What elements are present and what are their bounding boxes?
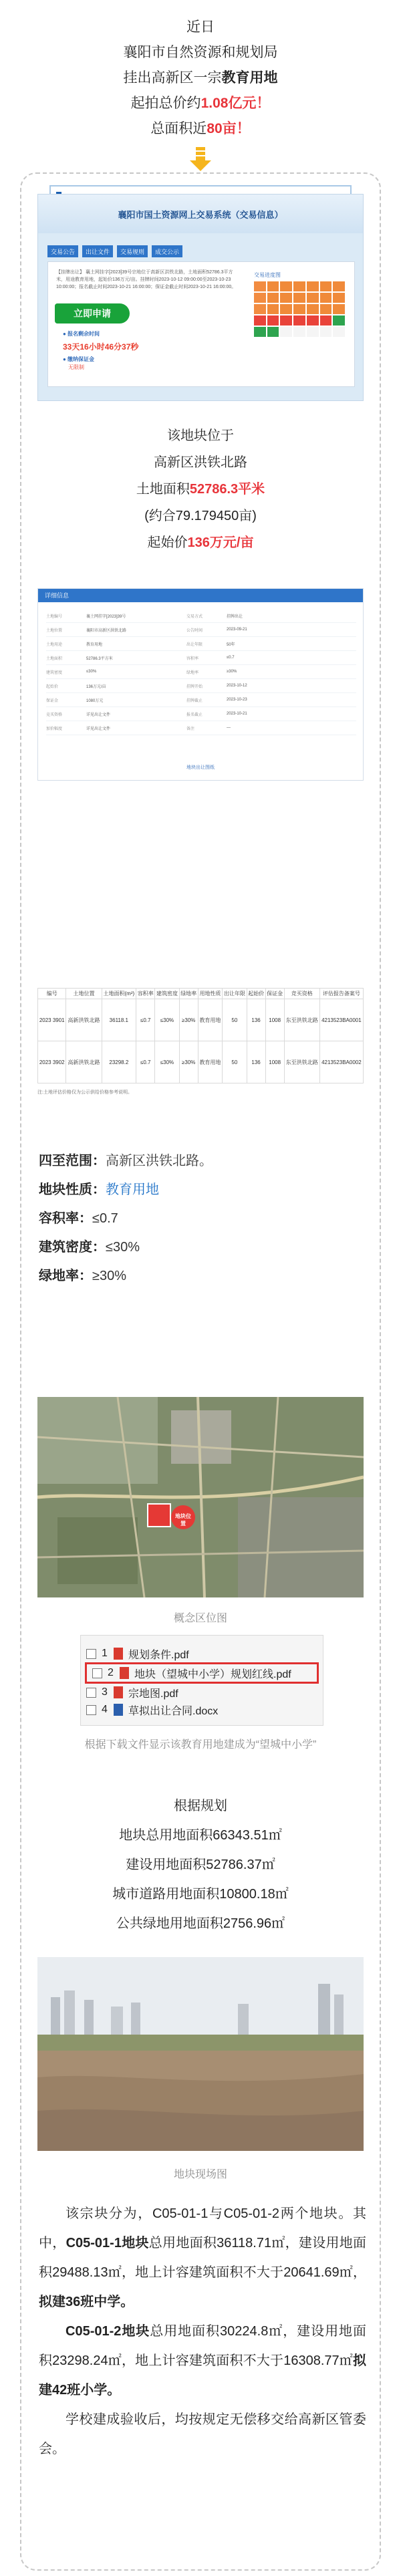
calendar-cell xyxy=(307,293,319,303)
parcel-table-cell: 1008 xyxy=(265,999,284,1041)
detail-key: 报名截止 xyxy=(186,713,203,717)
pdf-file-icon xyxy=(114,1686,123,1698)
detail-key: 加价幅度 xyxy=(46,727,63,731)
detail-key: 公告时间 xyxy=(186,628,203,633)
detail-row xyxy=(46,721,356,735)
file-name: 规划条件.pdf xyxy=(128,1649,189,1661)
calendar-cell xyxy=(267,315,279,326)
table-row xyxy=(38,999,364,1041)
detail-value: 2023-10-21 xyxy=(227,712,247,716)
calendar-cell xyxy=(280,304,292,314)
desc-area: 52786.3平米 xyxy=(189,482,265,497)
calendar-cell xyxy=(320,315,332,326)
detail-row xyxy=(46,707,356,721)
file-checkbox[interactable] xyxy=(92,1668,102,1678)
parcel-table-cell: 136 xyxy=(247,999,265,1041)
file-name: 草拟出让合同.docx xyxy=(128,1705,219,1717)
down-arrow-icon xyxy=(187,146,214,172)
parcel-table xyxy=(37,988,364,1083)
parcel-table-cell: 50 xyxy=(223,1041,247,1083)
parcel-table-heading: 土地位置 xyxy=(66,989,102,999)
calendar-cell xyxy=(293,281,305,291)
parcel-table-cell: 50 xyxy=(223,999,247,1041)
property-key: 地块性质： xyxy=(39,1182,106,1197)
parcel-table-heading: 绿地率 xyxy=(179,989,198,999)
detail-value: 详见出让文件 xyxy=(86,713,111,717)
plan-line: 公共绿地用地面积2756.96㎡ xyxy=(116,1916,285,1931)
detail-row xyxy=(46,623,356,637)
file-checkbox[interactable] xyxy=(86,1688,96,1698)
detail-key: 保证金 xyxy=(46,698,59,703)
calendar-cell xyxy=(333,281,345,291)
calendar-cell xyxy=(267,281,279,291)
file-name: 宗地图.pdf xyxy=(128,1688,178,1700)
property-value: 教育用地 xyxy=(106,1182,159,1197)
pdf-file-icon xyxy=(114,1648,123,1660)
plan-line: 城市道路用地面积10800.18㎡ xyxy=(112,1887,289,1902)
desc-text: 土地面积 xyxy=(136,482,190,497)
detail-key: 土地位置 xyxy=(46,628,63,633)
calendar-cell xyxy=(267,327,279,337)
detail-key: 土地用途 xyxy=(46,642,63,647)
detail-value: 2023-10-12 xyxy=(227,684,247,688)
parcel-table-cell: 2023 3901 xyxy=(38,999,66,1041)
calendar-title: 交易进度图 xyxy=(254,272,281,278)
calendar-cell xyxy=(320,293,332,303)
system-tab[interactable]: 交易规则 xyxy=(117,245,148,257)
detail-key: 挂牌截止 xyxy=(186,698,203,703)
calendar-grid xyxy=(254,281,345,337)
desc-text: 起始价 xyxy=(147,535,188,550)
notice-panel xyxy=(47,261,355,387)
detail-value: 52786.3平方米 xyxy=(86,656,113,661)
body-paragraph xyxy=(39,2317,366,2405)
parcel-table-heading: 土地面积(m²) xyxy=(102,989,136,999)
parcel-table-heading: 编号 xyxy=(38,989,66,999)
intro-area: 80亩！ xyxy=(207,121,251,136)
calendar-cell xyxy=(320,304,332,314)
calendar-cell xyxy=(254,315,266,326)
parcel-table-cell: 23298.2 xyxy=(102,1041,136,1083)
property-list xyxy=(39,1147,366,1291)
notice-text: 【挂牌出让】 襄土网挂字[2023]39号宗地位于高新区洪铁北路，土地面积52786.3平方米，用途教育用地，起始价136万元/亩。挂牌时间2023-10-12 09:00:00至2023-10-23 10:00:00；报名截止时间2023-10-21 16:00:00；保证金截止时间2023-10-21 16:00:00。 xyxy=(56,270,237,289)
detail-value: 50年 xyxy=(227,642,235,647)
detail-row xyxy=(46,637,356,651)
table-row xyxy=(38,1041,364,1083)
intro-line: 襄阳市自然资源和规划局 xyxy=(123,45,278,60)
plan-line: 地块总用地面积66343.51㎡ xyxy=(119,1828,282,1843)
word-file-icon xyxy=(114,1704,123,1716)
parcel-table-heading: 保证金 xyxy=(265,989,284,999)
body-paragraph: 学校建成验收后，均按规定无偿移交给高新区管委会。 xyxy=(39,2412,366,2456)
calendar-cell xyxy=(293,293,305,303)
detail-value: 教育用地 xyxy=(86,642,103,647)
parcel-table-cell: 36118.1 xyxy=(102,999,136,1041)
intro-block xyxy=(0,0,401,176)
parcel-table-cell: ≥30% xyxy=(179,1041,198,1083)
detail-key: 起始价 xyxy=(46,684,59,689)
file-list-spacer xyxy=(81,1636,323,1645)
detail-value: 2023-10-23 xyxy=(227,698,247,702)
file-number: 2 xyxy=(108,1667,114,1678)
calendar-cell xyxy=(333,304,345,314)
property-item xyxy=(39,1204,366,1233)
property-item xyxy=(39,1262,366,1291)
photo-caption: 地块现场图 xyxy=(173,2169,227,2180)
calendar-cell xyxy=(333,293,345,303)
detail-row xyxy=(46,651,356,665)
countdown-value: 33天16小时46分37秒 xyxy=(63,342,139,352)
calendar-cell xyxy=(307,327,319,337)
calendar-cell xyxy=(307,304,319,314)
body-text: 总用地面积36118.71㎡，建设用地面积29488.13㎡，地上计容建筑面积不大于20641.69㎡ xyxy=(39,2236,367,2280)
detail-value: 136万元/亩 xyxy=(86,684,106,689)
calendar-cell xyxy=(293,315,305,326)
file-number: 3 xyxy=(102,1686,108,1698)
property-item xyxy=(39,1147,366,1176)
detail-value: — xyxy=(227,726,231,730)
parcel-table-cell: 东至洪铁北路 xyxy=(284,999,319,1041)
parcel-table-heading: 起始价 xyxy=(247,989,265,999)
countdown-label: ● 报名剩余时间 xyxy=(63,331,100,337)
detail-key: 交易方式 xyxy=(186,614,203,619)
system-tabs xyxy=(47,245,182,257)
system-header: 襄阳市国土资源网上交易系统（交易信息） xyxy=(38,195,363,233)
property-value: ≤30% xyxy=(106,1240,140,1255)
detail-value: 襄土网挂字[2023]39号 xyxy=(86,614,126,619)
body-bold: C05-01-1地块 xyxy=(65,2236,149,2250)
detail-key: 容积率 xyxy=(186,656,199,661)
detail-key: 竞买资格 xyxy=(46,713,63,717)
calendar-cell xyxy=(333,327,345,337)
intro-line xyxy=(0,66,401,91)
parcel-table-cell: 4213523BA0001 xyxy=(319,999,363,1041)
detail-row xyxy=(46,665,356,679)
deposit-label: ● 缴纳保证金 xyxy=(63,356,95,362)
desc-line: (约合79.179450亩) xyxy=(144,509,257,523)
file-list-item[interactable] xyxy=(81,1701,323,1718)
parcel-table-heading: 容积率 xyxy=(136,989,155,999)
intro-line xyxy=(0,116,401,142)
calendar-cell xyxy=(254,304,266,314)
site-photo xyxy=(37,1957,364,2151)
detail-key: 建筑密度 xyxy=(46,670,63,675)
property-key: 四至范围： xyxy=(39,1154,106,1168)
parcel-table-cell: 高新洪铁北路 xyxy=(66,999,102,1041)
property-value: ≤0.7 xyxy=(92,1211,118,1226)
property-key: 容积率： xyxy=(39,1211,92,1226)
schedule-calendar xyxy=(254,271,345,337)
parcel-table-screenshot xyxy=(37,988,364,1135)
land-description xyxy=(20,422,381,556)
detail-value: ≥30% xyxy=(227,670,237,674)
body-bold: C05-01-2地块 xyxy=(65,2324,150,2339)
plan-line: 建设用地面积52786.37㎡ xyxy=(126,1857,275,1872)
parcel-table-cell: 高新洪铁北路 xyxy=(66,1041,102,1083)
detail-more-link[interactable]: 地块出让图纸 xyxy=(186,765,215,770)
file-list-item[interactable] xyxy=(81,1684,323,1701)
parcel-table-cell: 1008 xyxy=(265,1041,284,1083)
body-text: 该宗块分为，C05-01-1与C05-01-2两个地块。其中， xyxy=(39,2206,366,2250)
parcel-table-cell: ≥30% xyxy=(179,999,198,1041)
detail-value: 1080万元 xyxy=(86,698,104,703)
parcel-table-cell: ≤30% xyxy=(155,1041,179,1083)
property-key: 建筑密度： xyxy=(39,1240,106,1255)
calendar-cell xyxy=(333,315,345,326)
parcel-table-heading: 评估报告备案号 xyxy=(319,989,363,999)
calendar-cell xyxy=(280,327,292,337)
file-list-item[interactable] xyxy=(85,1662,319,1684)
trading-system-screenshot xyxy=(37,194,364,401)
parcel-table-heading: 出让年限 xyxy=(223,989,247,999)
calendar-cell xyxy=(254,327,266,337)
files-caption: 根据下载文件显示该教育用地建成为“望城中小学” xyxy=(84,1739,317,1751)
desc-line: 高新区洪铁北路 xyxy=(154,455,247,470)
file-number: 4 xyxy=(102,1704,108,1715)
calendar-cell xyxy=(320,327,332,337)
detail-value: ≤30% xyxy=(86,670,97,674)
calendar-cell xyxy=(307,315,319,326)
parcel-table-cell: 教育用地 xyxy=(198,1041,222,1083)
body-paragraph: 该宗块分为，C05-01-1与C05-01-2两个地块。其中，C05-01-1地块总用地面积36118.71㎡，建设用地面积29488.13㎡，地上计容建筑面积不大于20641.69㎡，拟建36班中学。 xyxy=(39,2206,367,2309)
site-photo-image xyxy=(37,1957,364,2151)
calendar-cell xyxy=(320,281,332,291)
detail-key: 绿地率 xyxy=(186,670,199,675)
download-file-list xyxy=(80,1635,323,1726)
detail-value: 2023-09-21 xyxy=(227,628,247,632)
detail-header: 详细信息 xyxy=(38,589,363,602)
parcel-table-cell: 教育用地 xyxy=(198,999,222,1041)
desc-price: 136万元/亩 xyxy=(187,535,254,550)
system-tab[interactable]: 出让文件 xyxy=(82,245,113,257)
calendar-cell xyxy=(267,304,279,314)
desc-line xyxy=(20,476,381,503)
file-name: 地块（望城中小学）规划红线.pdf xyxy=(134,1668,291,1680)
detail-key: 备注 xyxy=(186,727,195,731)
parcel-table-header xyxy=(38,989,364,999)
parcel-table-cell: 2023 3902 xyxy=(38,1041,66,1083)
parcel-table-cell: ≤0.7 xyxy=(136,1041,155,1083)
file-number: 1 xyxy=(102,1648,108,1659)
body-text: 总用地面积30224.8㎡，建设用地面积23298.24㎡，地上计容建筑面积不大于16308.77㎡ xyxy=(39,2324,366,2368)
parcel-table-heading: 用地性质 xyxy=(198,989,222,999)
map-caption: 概念区位图 xyxy=(173,1613,227,1624)
file-list-item[interactable] xyxy=(81,1645,323,1662)
planning-summary xyxy=(20,1791,381,1938)
detail-key: 出让年限 xyxy=(186,642,203,647)
parcel-table-heading: 竞买资格 xyxy=(284,989,319,999)
detail-key: 土地编号 xyxy=(46,614,63,619)
intro-line xyxy=(0,91,401,116)
parcel-table-cell: ≤30% xyxy=(155,999,179,1041)
intro-text: 起拍总价约 xyxy=(130,96,201,111)
parcel-table-cell: 136 xyxy=(247,1041,265,1083)
parcel-table-cell: 4213523BA0002 xyxy=(319,1041,363,1083)
file-checkbox[interactable] xyxy=(86,1649,96,1659)
detail-value: ≤0.7 xyxy=(227,656,235,660)
property-value: 高新区洪铁北路。 xyxy=(106,1154,213,1168)
body-bold: 拟建42班小学。 xyxy=(39,2353,366,2398)
plan-title: 根据规划 xyxy=(174,1799,227,1813)
detail-rows xyxy=(46,609,356,735)
detail-info-screenshot xyxy=(37,588,364,781)
detail-key: 挂牌开始 xyxy=(186,684,203,689)
calendar-cell xyxy=(280,293,292,303)
deposit-value: 无限制 xyxy=(68,364,84,370)
detail-value: 详见出让文件 xyxy=(86,727,111,731)
detail-row xyxy=(46,679,356,693)
calendar-cell xyxy=(280,315,292,326)
property-key: 绿地率： xyxy=(39,1269,92,1283)
calendar-cell xyxy=(267,293,279,303)
detail-value: 襄阳市高新区洪铁北路 xyxy=(86,628,127,633)
desc-line xyxy=(20,529,381,556)
intro-text: 挂出高新区一宗 xyxy=(123,70,222,86)
calendar-cell xyxy=(280,281,292,291)
system-tab[interactable]: 交易公告 xyxy=(47,245,78,257)
property-item xyxy=(39,1176,366,1204)
location-map xyxy=(37,1397,364,1597)
calendar-cell xyxy=(254,293,266,303)
system-tab[interactable]: 成交公示 xyxy=(152,245,182,257)
detail-key: 土地面积 xyxy=(46,656,63,661)
map-marker-label: 地块位置 xyxy=(175,1513,191,1527)
detail-row xyxy=(46,693,356,707)
parcel-table-cell: ≤0.7 xyxy=(136,999,155,1041)
parcel-table-cell: 东至洪铁北路 xyxy=(284,1041,319,1083)
parcel-table-heading: 建筑密度 xyxy=(155,989,179,999)
property-value: ≥30% xyxy=(92,1269,127,1283)
satellite-map-image xyxy=(37,1397,364,1597)
detail-row xyxy=(46,609,356,623)
apply-now-button[interactable]: 立即申请 xyxy=(55,303,130,324)
body-bold: 拟建36班中学。 xyxy=(39,2295,134,2309)
article-body xyxy=(39,2199,366,2464)
calendar-cell xyxy=(307,281,319,291)
pdf-file-icon xyxy=(120,1667,129,1679)
calendar-cell xyxy=(293,304,305,314)
intro-text: 总面积近 xyxy=(150,121,207,136)
parcel-table-note: 注:土地评估价格仅为公示供给价格参考说明。 xyxy=(37,1090,132,1095)
intro-price: 1.08亿元！ xyxy=(200,96,271,111)
parcel-table-body xyxy=(38,999,364,1083)
intro-emphasis: 教育用地 xyxy=(221,70,278,86)
file-checkbox[interactable] xyxy=(86,1705,96,1715)
desc-line: 该地块位于 xyxy=(167,428,234,443)
calendar-cell xyxy=(254,281,266,291)
calendar-cell xyxy=(293,327,305,337)
property-item xyxy=(39,1233,366,1262)
intro-line: 近日 xyxy=(186,19,215,35)
detail-value: 挂牌出让 xyxy=(227,614,243,619)
